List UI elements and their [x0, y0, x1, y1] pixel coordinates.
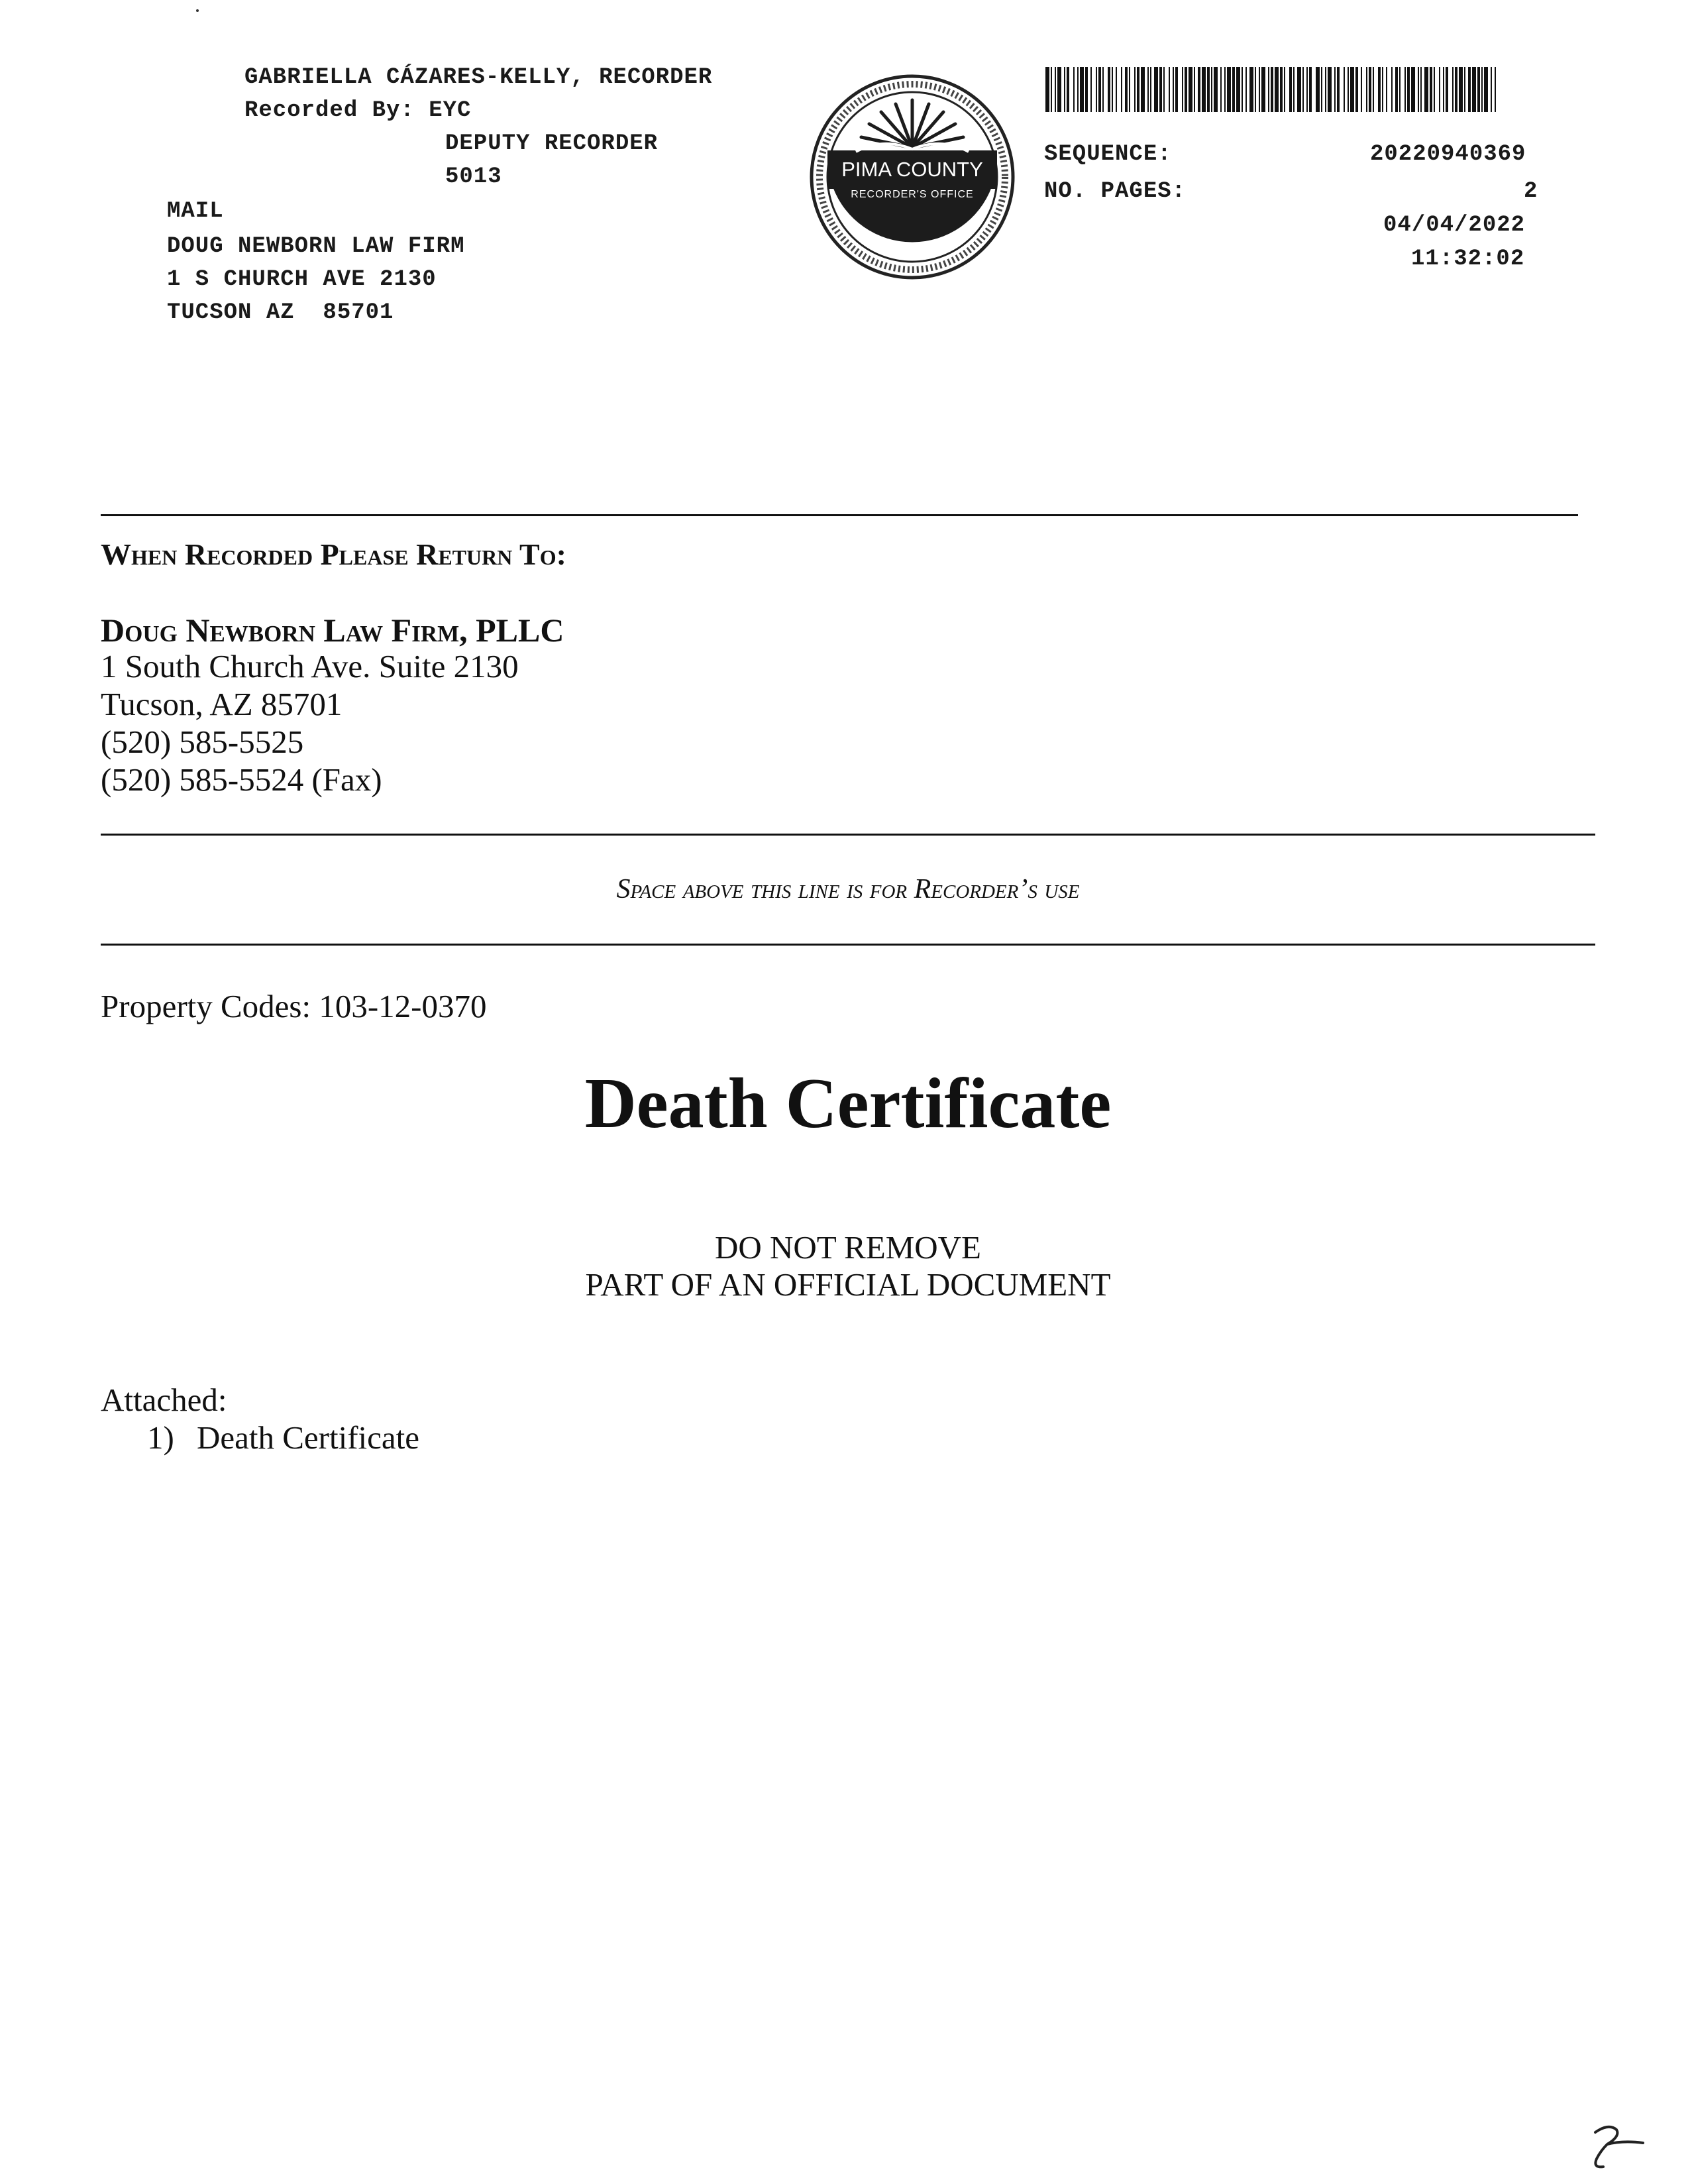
sequence-value: 20220940369: [1370, 142, 1526, 167]
barcode-bar: [1159, 67, 1162, 112]
seal-county: PIMA COUNTY: [841, 158, 983, 181]
barcode-bar: [1404, 67, 1406, 112]
barcode-bar: [1443, 67, 1444, 112]
barcode-bar: [1411, 67, 1415, 112]
recorder-name: GABRIELLA CÁZARES-KELLY, RECORDER: [244, 65, 713, 90]
barcode-bar: [1275, 67, 1279, 112]
barcode-bar: [1189, 67, 1192, 112]
barcode-bar: [1348, 67, 1349, 112]
barcode-bar: [1134, 67, 1136, 112]
speck: [196, 9, 199, 12]
barcode-bar: [1064, 67, 1065, 112]
barcode-bar: [1350, 67, 1354, 112]
barcode-bar: [1067, 67, 1069, 112]
mail-city: TUCSON AZ 85701: [167, 300, 394, 325]
barcode-bar: [1378, 67, 1381, 112]
barcode-bar: [1121, 67, 1122, 112]
barcode-bar: [1125, 67, 1128, 112]
barcode-bar: [1224, 67, 1226, 112]
barcode-bar: [1484, 67, 1488, 112]
barcode-bar: [1316, 67, 1320, 112]
barcode-bar: [1491, 67, 1492, 112]
document-title: Death Certificate: [584, 1064, 1112, 1143]
barcode-bar: [1293, 67, 1295, 112]
barcode-bar: [1147, 67, 1149, 112]
barcode-bar: [1268, 67, 1269, 112]
barcode-bar: [1280, 67, 1283, 112]
notice-line-2: PART OF AN OFFICIAL DOCUMENT: [585, 1266, 1111, 1303]
return-fax: (520) 585-5524 (Fax): [101, 761, 382, 798]
barcode-bar: [1194, 67, 1195, 112]
barcode-bar: [1175, 67, 1178, 112]
barcode-bar: [1420, 67, 1422, 112]
barcode-bar: [1407, 67, 1410, 112]
barcode-bar: [1321, 67, 1322, 112]
barcode-bar: [1302, 67, 1304, 112]
barcode-bar: [1245, 67, 1247, 112]
county-seal-logo: [803, 71, 1022, 283]
barcode-bar: [1055, 67, 1056, 112]
barcode-bar: [1137, 67, 1139, 112]
seal-office: RECORDER'S OFFICE: [851, 189, 974, 200]
barcode-bar: [1255, 67, 1256, 112]
barcode-bar: [1430, 67, 1432, 112]
recording-date: 04/04/2022: [1383, 213, 1526, 238]
barcode-bar: [1382, 67, 1383, 112]
barcode-bar: [1284, 67, 1285, 112]
barcode-bar: [1344, 67, 1345, 112]
attached-label: Attached:: [101, 1382, 227, 1418]
barcode-bar: [1337, 67, 1340, 112]
pages-value: 2: [1524, 179, 1538, 204]
barcode-bar: [1112, 67, 1113, 112]
barcode-bar: [1207, 67, 1210, 112]
barcode-bar: [1214, 67, 1218, 112]
barcode-bar: [1096, 67, 1097, 112]
property-codes: Property Codes: 103-12-0370: [101, 988, 487, 1024]
notice-line-1: DO NOT REMOVE: [715, 1229, 981, 1266]
barcode-bar: [1163, 67, 1165, 112]
barcode-bar: [1439, 67, 1440, 112]
barcode-bar: [1116, 67, 1117, 112]
barcode-bar: [1328, 67, 1332, 112]
barcode-bar: [1369, 67, 1371, 112]
divider-bottom: [101, 944, 1595, 946]
barcode-bar: [1459, 67, 1463, 112]
barcode-bar: [1434, 67, 1435, 112]
barcode-bar: [1391, 67, 1393, 112]
barcode-bar: [1259, 67, 1260, 112]
barcode-bar: [1173, 67, 1174, 112]
barcode-bar: [1202, 67, 1206, 112]
barcode-bar: [1242, 67, 1243, 112]
handwritten-initial: [1577, 2120, 1650, 2173]
document-barcode: [1045, 67, 1496, 112]
barcode-bar: [1452, 67, 1454, 112]
barcode-bar: [1446, 67, 1448, 112]
return-phone: (520) 585-5525: [101, 724, 304, 760]
barcode-bar: [1355, 67, 1358, 112]
barcode-bar: [1495, 67, 1496, 112]
barcode-bar: [1085, 67, 1088, 112]
mail-name: DOUG NEWBORN LAW FIRM: [167, 234, 465, 259]
barcode-bar: [1102, 67, 1104, 112]
barcode-bar: [1395, 67, 1398, 112]
barcode-bar: [1098, 67, 1101, 112]
pages-label: NO. PAGES:: [1044, 179, 1187, 204]
divider-top: [101, 514, 1578, 516]
barcode-bar: [1227, 67, 1231, 112]
sequence-label: SEQUENCE:: [1044, 142, 1172, 167]
barcode-bar: [1464, 67, 1465, 112]
barcode-bar: [1236, 67, 1240, 112]
deputy-number: 5013: [445, 164, 502, 190]
barcode-bar: [1334, 67, 1336, 112]
divider-middle: [101, 834, 1595, 836]
barcode-bar: [1198, 67, 1200, 112]
barcode-bar: [1289, 67, 1292, 112]
barcode-bar: [1472, 67, 1476, 112]
barcode-bar: [1154, 67, 1158, 112]
barcode-bar: [1080, 67, 1084, 112]
barcode-bar: [1325, 67, 1326, 112]
deputy-recorder: DEPUTY RECORDER: [445, 131, 659, 156]
return-to-heading: When Recorded Please Return To:: [101, 537, 566, 571]
barcode-bar: [1477, 67, 1480, 112]
barcode-bar: [1211, 67, 1212, 112]
recorder-use-note: Space above this line is for Recorder’s use: [616, 874, 1080, 904]
barcode-bar: [1045, 67, 1049, 112]
recorded-by: Recorded By: EYC: [244, 98, 472, 123]
barcode-bar: [1182, 67, 1183, 112]
barcode-bar: [1169, 67, 1170, 112]
barcode-bar: [1108, 67, 1110, 112]
barcode-bar: [1455, 67, 1457, 112]
barcode-bar: [1309, 67, 1312, 112]
barcode-bar: [1141, 67, 1145, 112]
barcode-bar: [1232, 67, 1235, 112]
barcode-bar: [1090, 67, 1092, 112]
barcode-bar: [1366, 67, 1367, 112]
mail-street: 1 S CHURCH AVE 2130: [167, 267, 437, 292]
barcode-bar: [1057, 67, 1061, 112]
barcode-bar: [1399, 67, 1401, 112]
barcode-bar: [1271, 67, 1273, 112]
mail-label: MAIL: [167, 199, 224, 224]
barcode-bar: [1373, 67, 1374, 112]
barcode-bar: [1386, 67, 1387, 112]
return-address-line1: 1 South Church Ave. Suite 2130: [101, 648, 519, 684]
barcode-bar: [1185, 67, 1187, 112]
barcode-bar: [1261, 67, 1265, 112]
barcode-bar: [1051, 67, 1052, 112]
barcode-bar: [1129, 67, 1130, 112]
barcode-bar: [1077, 67, 1079, 112]
barcode-bar: [1220, 67, 1222, 112]
return-firm-name: Doug Newborn Law Firm, PLLC: [101, 612, 564, 649]
attachment-item: Death Certificate: [197, 1419, 420, 1456]
barcode-bar: [1361, 67, 1362, 112]
barcode-bar: [1297, 67, 1301, 112]
barcode-bar: [1306, 67, 1308, 112]
barcode-bar: [1418, 67, 1419, 112]
barcode-bar: [1424, 67, 1428, 112]
attachment-number: 1): [147, 1419, 174, 1456]
barcode-bar: [1481, 67, 1483, 112]
barcode-bar: [1468, 67, 1471, 112]
barcode-bar: [1073, 67, 1075, 112]
barcode-bar: [1150, 67, 1151, 112]
barcode-bar: [1249, 67, 1253, 112]
return-address-line2: Tucson, AZ 85701: [101, 686, 343, 722]
recording-time: 11:32:02: [1411, 246, 1525, 272]
